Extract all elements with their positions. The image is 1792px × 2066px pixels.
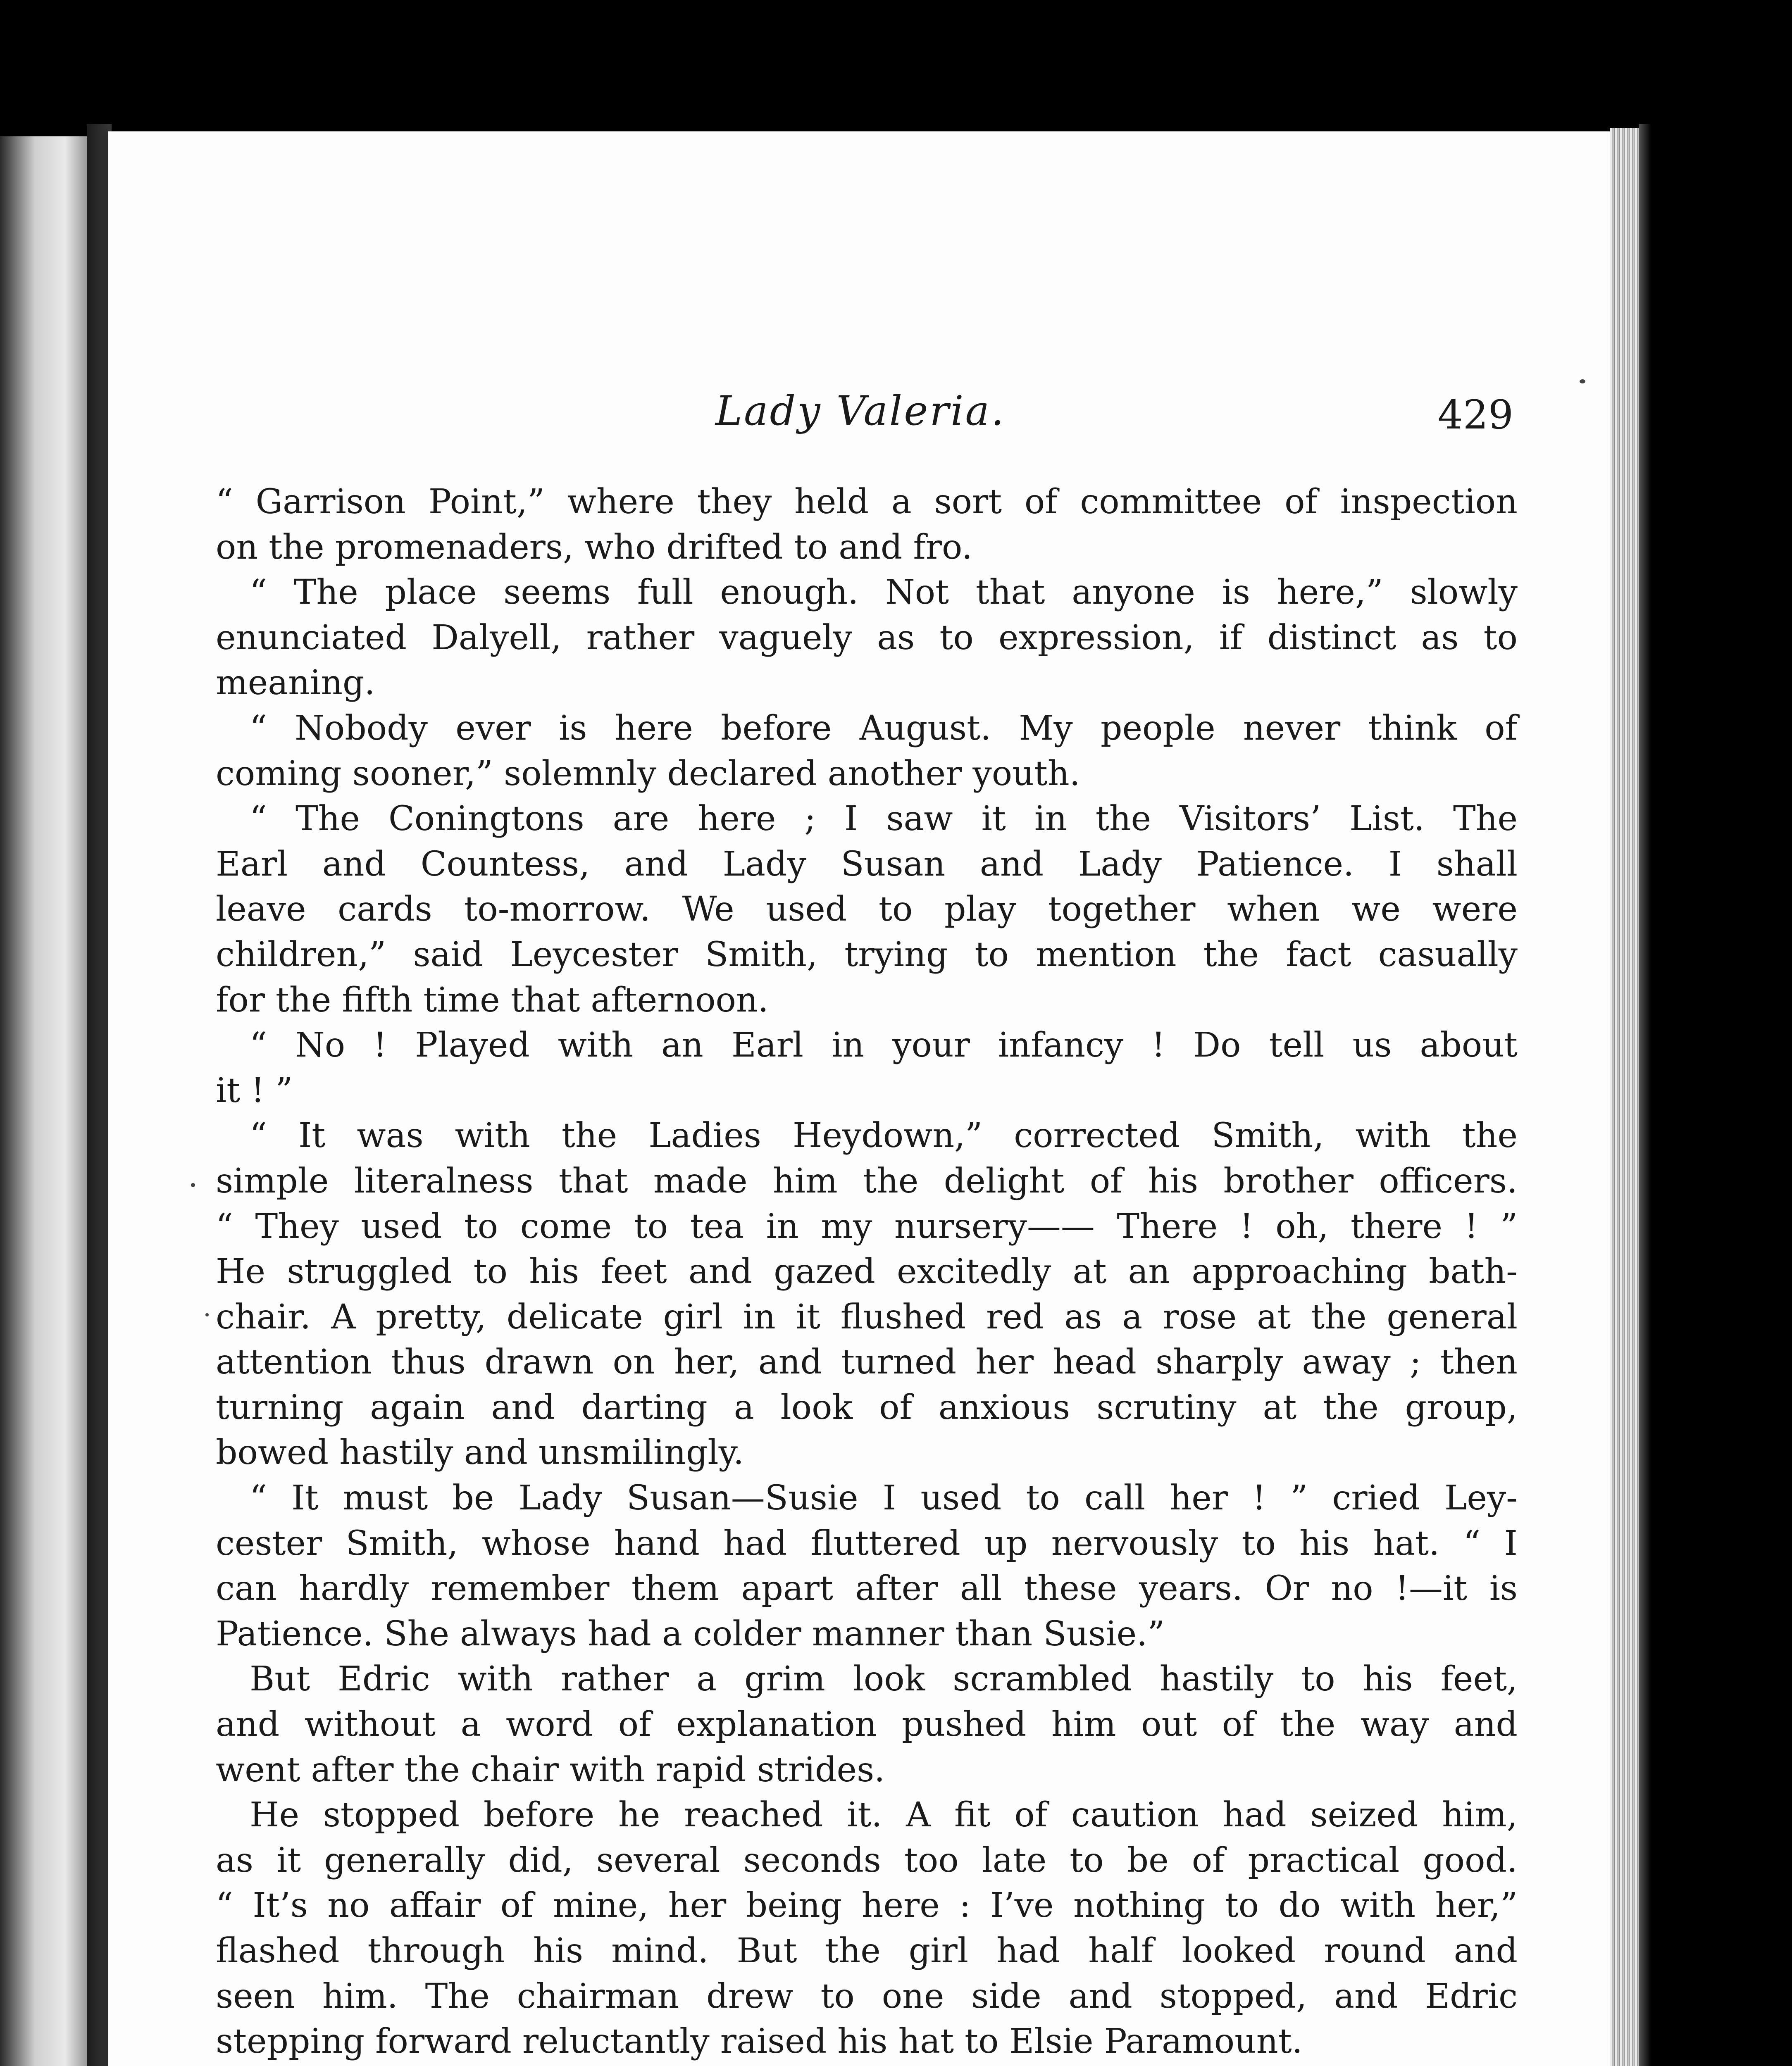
text-line: and without a word of explanation pushed him out of the way and [216,1705,1518,1745]
text-line: children,” said Leycester Smith, trying to mention the fact casually [216,935,1518,974]
page-number: 429 [1437,392,1513,438]
text-line: “ Nobody ever is here before August. My people never think of [250,708,1518,748]
page-stack-shadow [1639,124,1651,2066]
text-line: “ It was with the Ladies Heydown,” corrected Smith, with the [250,1116,1518,1156]
book-gutter [87,124,112,2066]
book-page [108,131,1613,2066]
text-line: “ It’s no affair of mine, her being here : I’ve nothing to do with her,” [216,1886,1518,1926]
text-line: turning again and darting a look of anxious scrutiny at the group, [216,1388,1518,1427]
text-line: He struggled to his feet and gazed excitedly at an approaching bath- [216,1252,1518,1292]
text-line: on the promenaders, who drifted to and fro. [216,527,972,567]
print-speck [191,1183,195,1187]
text-line: “ It must be Lady Susan—Susie I used to call her ! ” cried Ley- [250,1478,1518,1518]
text-line: stepping forward reluctantly raised his hat to Elsie Paramount. [216,2022,1303,2061]
text-line: Earl and Countess, and Lady Susan and Lady Patience. I shall [216,844,1518,884]
text-line: leave cards to-morrow. We used to play together when we were [216,890,1518,929]
text-line: simple literalness that made him the delight of his brother officers. [216,1161,1518,1201]
print-speck [205,1313,209,1316]
text-line: “ No ! Played with an Earl in your infancy ! Do tell us about [250,1026,1518,1065]
text-line: But Edric with rather a grim look scrambled hastily to his feet, [250,1659,1518,1699]
text-line: it ! ” [216,1071,293,1110]
text-line: went after the chair with rapid strides. [216,1750,885,1790]
text-line: for the fifth time that afternoon. [216,980,769,1020]
text-line: attention thus drawn on her, and turned her head sharply away ; then [216,1342,1518,1382]
print-speck [1580,379,1585,383]
text-line: Patience. She always had a colder manner than Susie.” [216,1614,1165,1654]
text-line: “ They used to come to tea in my nursery—— There ! oh, there ! ” [216,1207,1518,1246]
text-line: bowed hastily and unsmilingly. [216,1433,744,1473]
text-line: can hardly remember them apart after all these years. Or no !—it is [216,1569,1518,1609]
text-line: “ The place seems full enough. Not that anyone is here,” slowly [250,573,1518,612]
text-line: as it generally did, several seconds too late to be of practical good. [216,1840,1518,1880]
text-line: chair. A pretty, delicate girl in it flushed red as a rose at the general [216,1297,1518,1337]
running-title: Lady Valeria. [715,388,1006,435]
running-header [108,388,1613,445]
text-line [216,2064,1518,2066]
text-line: seen him. The chairman drew to one side and stopped, and Edric [216,1976,1518,2016]
text-line: meaning. [216,663,375,703]
text-line: flashed through his mind. But the girl had half looked round and [216,1931,1518,1971]
text-line: coming sooner,” solemnly declared another youth. [216,754,1080,793]
text-line: cester Smith, whose hand had fluttered up nervously to his hat. “ I [216,1523,1518,1563]
text-line: He stopped before he reached it. A fit of caution had seized him, [250,1795,1518,1835]
left-page-edge [0,136,87,2066]
text-line: “ Garrison Point,” where they held a sort of committee of inspection [216,482,1518,521]
text-line: enunciated Dalyell, rather vaguely as to expression, if distinct as to [216,618,1518,657]
body-text [216,479,1518,2066]
page-stack-edge [1610,128,1639,2066]
text-line: “ The Coningtons are here ; I saw it in the Visitors’ List. The [250,799,1518,839]
